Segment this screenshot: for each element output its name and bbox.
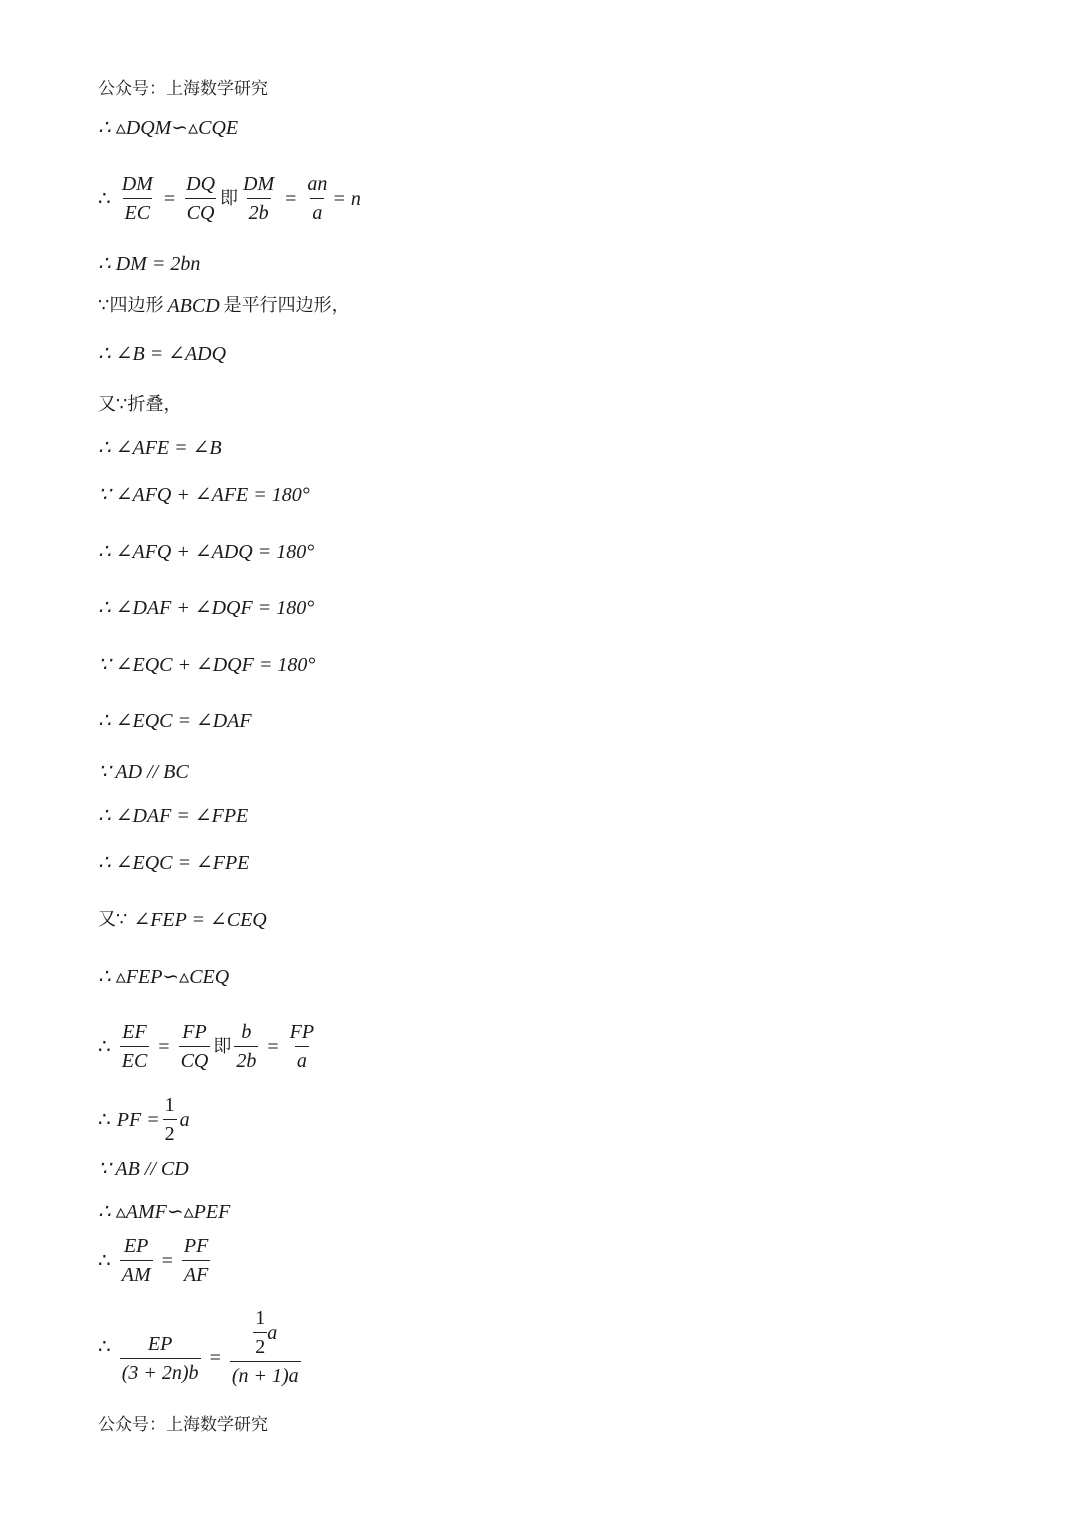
- fraction: $\frac{an}{a}$: [307, 173, 328, 224]
- text-segment: ∵四边形: [98, 295, 164, 316]
- fraction: $\frac{EP}{AM}$: [121, 1235, 151, 1286]
- proof-line-9: ∴ ∠AFQ + ∠ADQ = 180°: [98, 541, 315, 563]
- therefore-symbol: ∴: [98, 1336, 111, 1358]
- ji-word: 即: [213, 1035, 232, 1057]
- therefore-symbol: ∴: [98, 1249, 111, 1272]
- math-segment: ABCD: [167, 295, 220, 317]
- proof-line-21: ∴ ▵AMF∽▵PEF: [98, 1201, 231, 1223]
- nested-fraction: $\frac{1}{2}$ a (n + 1)a: [231, 1307, 299, 1387]
- proof-line-11: ∵ ∠EQC + ∠DQF = 180°: [98, 654, 316, 676]
- fraction: $\frac{DQ}{CQ}$: [186, 173, 216, 224]
- proof-line-7: ∴ ∠AFE = ∠B: [98, 437, 222, 459]
- proof-line-15: ∴ ∠EQC = ∠FPE: [98, 852, 250, 874]
- proof-line-19: [98, 1093, 190, 1146]
- fraction: $\frac{PF}{AF}$: [183, 1235, 209, 1286]
- math-segment: a: [179, 1108, 190, 1131]
- fraction: $\frac{DM}{EC}$: [121, 173, 153, 224]
- proof-line-6: 又∵折叠，: [98, 394, 182, 415]
- fraction: $\frac{EF}{EC}$: [121, 1021, 148, 1072]
- fraction: $\frac{DM}{2b}$: [243, 173, 275, 224]
- proof-line-20: ∵ AB // CD: [98, 1158, 189, 1180]
- page-header: 公众号：上海数学研究: [98, 79, 268, 99]
- ji-word: 即: [220, 187, 239, 209]
- proof-line-13: ∵ AD // BC: [98, 761, 189, 783]
- math-segment: ∠FEP = ∠CEQ: [133, 909, 267, 931]
- text-segment: 是平行四边形，: [223, 295, 350, 316]
- proof-line-17: ∴ ▵FEP∽▵CEQ: [98, 966, 230, 988]
- proof-line-23: ∴ $\frac{EP}{(3 + 2n)b}$ = $\frac{1}{2}$ a (n + 1)a: [98, 1307, 299, 1387]
- page-footer: 公众号：上海数学研究: [98, 1415, 268, 1435]
- fraction: $\frac{FP}{CQ}$: [180, 1021, 209, 1072]
- therefore-symbol: ∴: [98, 1108, 111, 1131]
- text-segment: 又∵: [98, 909, 128, 930]
- equation-tail: = n: [332, 187, 361, 210]
- proof-line-12: ∴ ∠EQC = ∠DAF: [98, 710, 252, 732]
- proof-line-4: [98, 294, 350, 318]
- proof-line-2: ∴ $\frac{DM}{EC}$ = $\frac{DQ}{CQ}$ 即 $\frac{DM}{2b}$ = $\frac{an}{a}$ = n: [98, 173, 361, 224]
- proof-line-10: ∴ ∠DAF + ∠DQF = 180°: [98, 597, 315, 619]
- math-segment: PF =: [116, 1108, 160, 1131]
- proof-line-16: [98, 908, 267, 932]
- proof-line-22: ∴ $\frac{EP}{AM}$ = $\frac{PF}{AF}$: [98, 1235, 209, 1286]
- fraction: $\frac{FP}{a}$: [289, 1021, 315, 1072]
- fraction: $\frac{EP}{(3 + 2n)b}$: [121, 1332, 199, 1384]
- proof-line-18: ∴ $\frac{EF}{EC}$ = $\frac{FP}{CQ}$ 即 $\frac{b}{2b}$ = $\frac{FP}{a}$: [98, 1021, 315, 1072]
- fraction: $\frac{1}{2}$: [164, 1094, 175, 1145]
- fraction: $\frac{1}{2}$: [255, 1307, 266, 1358]
- fraction: $\frac{b}{2b}$: [236, 1021, 257, 1072]
- proof-line-14: ∴ ∠DAF = ∠FPE: [98, 805, 249, 827]
- therefore-symbol: ∴: [98, 187, 111, 210]
- therefore-symbol: ∴: [98, 1035, 111, 1058]
- proof-line-8: ∵ ∠AFQ + ∠AFE = 180°: [98, 484, 310, 506]
- proof-line-5: ∴ ∠B = ∠ADQ: [98, 343, 227, 365]
- proof-line-1: ∴ ▵DQM∽▵CQE: [98, 117, 239, 139]
- proof-line-3: ∴ DM = 2bn: [98, 253, 201, 275]
